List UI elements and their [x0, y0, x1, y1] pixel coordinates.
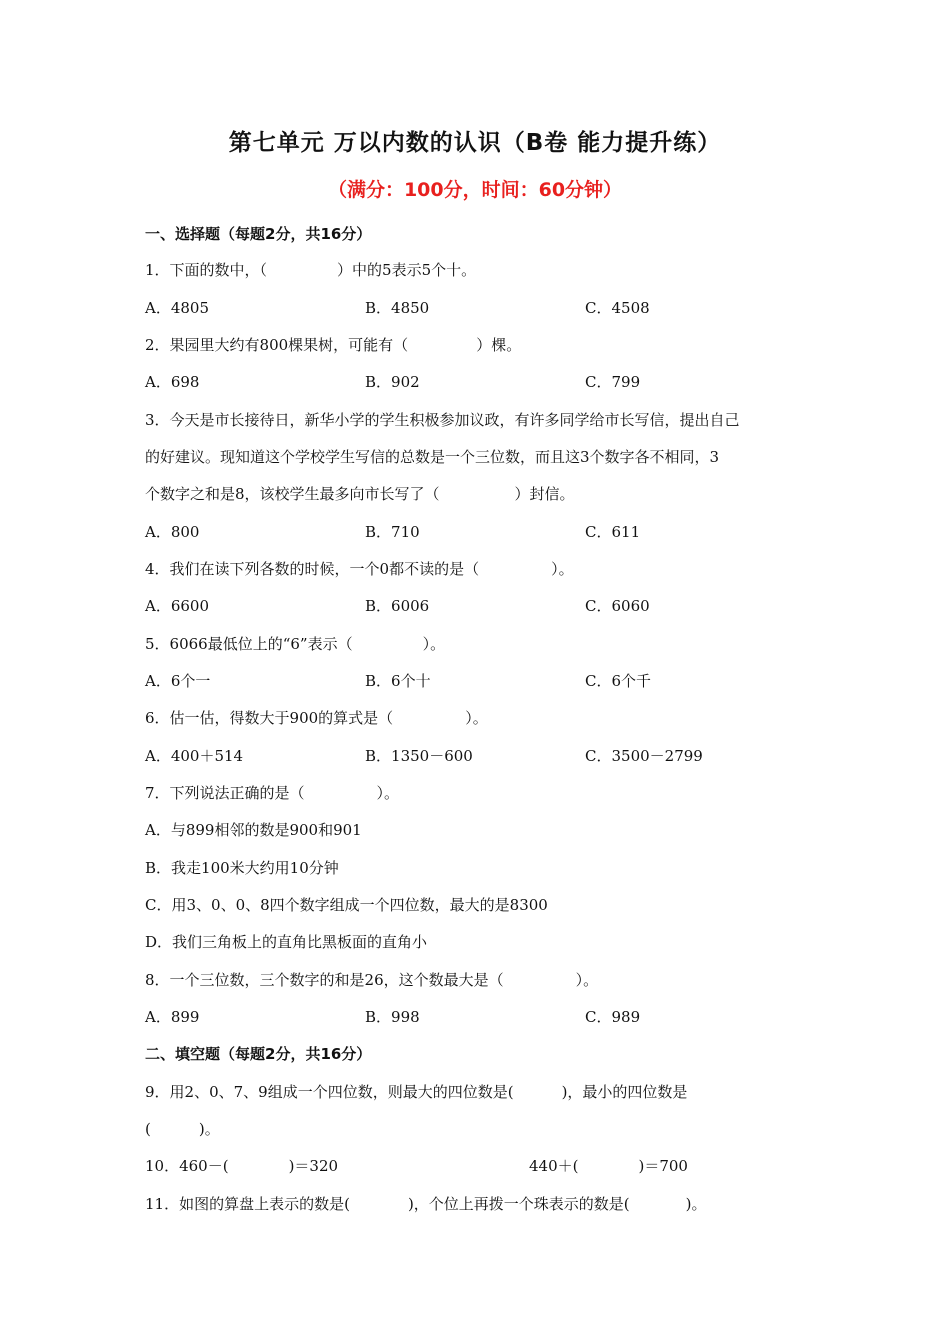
question-9-text-mid: )，最小的四位数是	[561, 1083, 688, 1101]
option-a[interactable]: A．6个一	[145, 672, 211, 690]
option-b[interactable]: B．4850	[365, 299, 430, 317]
option-c[interactable]: C．799	[585, 373, 641, 391]
question-10-left	[145, 1155, 338, 1177]
option-a[interactable]: A．800	[145, 523, 200, 541]
question-10-right-post: )＝700	[638, 1157, 688, 1175]
option-c[interactable]: C．4508	[585, 299, 650, 317]
question-8-text-post: ）。	[575, 971, 599, 989]
question-11-text-mid: )，个位上再拨一个珠表示的数是(	[407, 1195, 630, 1213]
question-2-text-pre: 2．果园里大约有800棵果树，可能有（	[145, 336, 409, 354]
option-b[interactable]: B．710	[365, 523, 420, 541]
question-9-text-line2-post: )。	[198, 1120, 220, 1138]
option-a[interactable]: A．4805	[145, 299, 210, 317]
question-6-text-post: ）。	[465, 709, 488, 727]
question-11-text-post: )。	[685, 1195, 707, 1213]
question-9-text-line2-pre: (	[145, 1120, 151, 1138]
question-7-text-pre: 7．下列说法正确的是（	[145, 784, 305, 802]
option-a[interactable]: A．6600	[145, 597, 210, 615]
question-3-line-3	[145, 483, 845, 505]
question-9	[145, 1081, 845, 1103]
question-3-line-2: 的好建议。现知道这个学校学生写信的总数是一个三位数，而且这3个数字各不相同，3	[145, 448, 720, 466]
option-c[interactable]: C．6个千	[585, 672, 652, 690]
option-b[interactable]: B．6个十	[365, 672, 431, 690]
question-9-line-2	[145, 1118, 845, 1140]
question-10-left-post: )＝320	[288, 1157, 339, 1175]
option-c[interactable]: C．989	[585, 1008, 641, 1026]
question-2	[145, 334, 845, 356]
question-2-text-post: ）棵。	[476, 336, 522, 354]
option-c[interactable]: C．611	[585, 523, 641, 541]
option-a[interactable]: A．400＋514	[145, 747, 244, 765]
option-b[interactable]: B．6006	[365, 597, 430, 615]
option-a[interactable]: A．698	[145, 373, 200, 391]
question-6-text-pre: 6．估一估，得数大于900的算式是（	[145, 709, 394, 727]
question-7	[145, 782, 845, 804]
question-8-text-pre: 8．一个三位数，三个数字的和是26，这个数最大是（	[145, 971, 504, 989]
option-b[interactable]: B．902	[365, 373, 420, 391]
section-heading-fill: 二、填空题（每题2分，共16分）	[145, 1045, 372, 1063]
option-a[interactable]: A．899	[145, 1008, 200, 1026]
question-11-text-pre: 11．如图的算盘上表示的数是(	[145, 1195, 350, 1213]
question-3-line-1: 3．今天是市长接待日，新华小学的学生积极参加议政，有许多同学给市长写信，提出自己	[145, 411, 740, 429]
question-3-text-post: ）封信。	[514, 485, 575, 503]
question-4-text-post: ）。	[551, 560, 574, 578]
question-10-right-pre: 440＋(	[529, 1157, 579, 1175]
option-d[interactable]: D．我们三角板上的直角比黑板面的直角小	[145, 933, 428, 951]
question-5-text-pre: 5．6066最低位上的“6”表示（	[145, 635, 353, 653]
question-9-text-pre: 9．用2、0、7、9组成一个四位数，则最大的四位数是(	[145, 1083, 514, 1101]
option-c[interactable]: C．3500－2799	[585, 747, 703, 765]
option-b[interactable]: B．我走100米大约用10分钟	[145, 859, 339, 877]
question-4-text-pre: 4．我们在读下列各数的时候，一个0都不读的是（	[145, 560, 480, 578]
question-1-text-post: ）中的5表示5个十。	[337, 261, 477, 279]
question-8	[145, 969, 845, 991]
question-1-text-pre: 1．下面的数中，（	[145, 261, 268, 279]
option-c[interactable]: C．用3、0、0、8四个数字组成一个四位数，最大的是8300	[145, 896, 548, 914]
page-title: 第七单元 万以内数的认识（B卷 能力提升练）	[228, 130, 722, 156]
option-c[interactable]: C．6060	[585, 597, 650, 615]
question-4	[145, 558, 845, 580]
question-3-text-pre: 个数字之和是8，该校学生最多向市长写了（	[145, 485, 440, 503]
question-5-text-post: ）。	[422, 635, 446, 653]
question-5	[145, 633, 845, 655]
question-10-left-pre: 10．460－(	[145, 1157, 229, 1175]
question-6	[145, 707, 845, 729]
option-b[interactable]: B．998	[365, 1008, 420, 1026]
question-10-right	[529, 1155, 688, 1177]
question-1	[145, 259, 845, 281]
option-b[interactable]: B．1350－600	[365, 747, 473, 765]
page-subtitle: （满分：100分，时间：60分钟）	[327, 179, 623, 201]
option-a[interactable]: A．与899相邻的数是900和901	[145, 821, 362, 839]
question-11	[145, 1193, 845, 1215]
section-heading-choice: 一、选择题（每题2分，共16分）	[145, 225, 372, 243]
question-7-text-post: ）。	[376, 784, 400, 802]
